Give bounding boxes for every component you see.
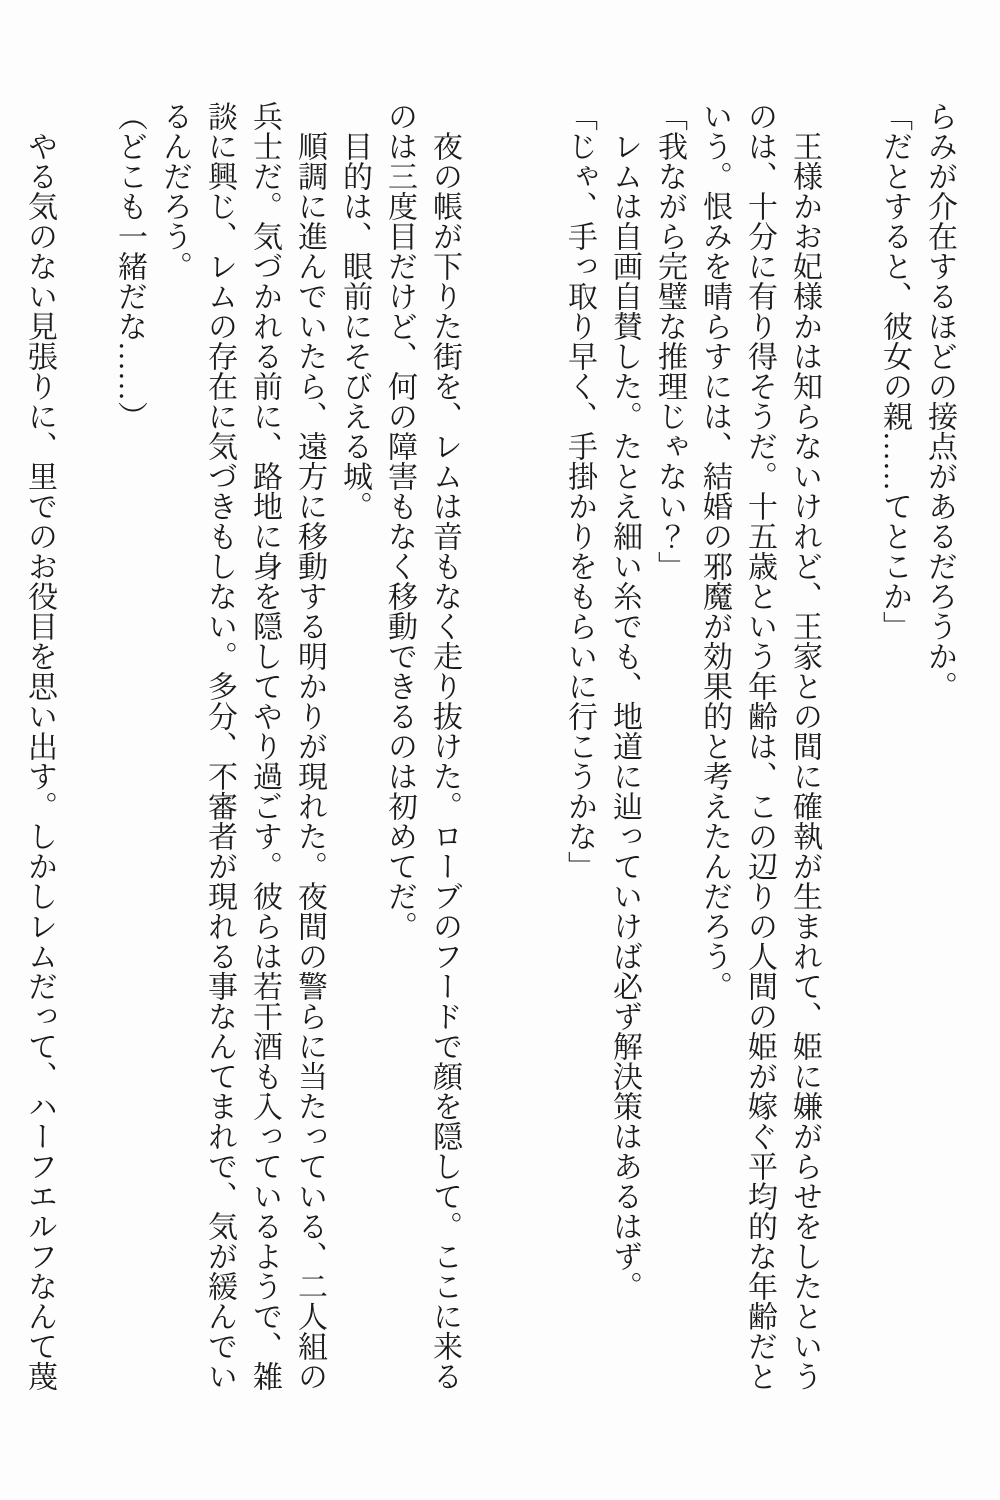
- paragraph: レムは自画自賛した。たとえ細い糸でも、地道に辿っていけば必ず解決策はあるはず。: [608, 131, 641, 1301]
- paragraph-dialogue: 「じゃ、手っ取り早く、手掛かりをもらいに行こうかな」: [563, 101, 596, 881]
- vertical-text-block: [17, 101, 962, 1397]
- paragraph: らみが介在するほどの接点があるだろうか。: [923, 101, 956, 701]
- paragraph: 王様かお妃様かは知らないけれど、王家との間に確執が生まれて、姫に嫌がらせをしたというのは、十分に有り得そうだ。十五歳という年齢は、この辺りの人間の姫が嫁ぐ平均的な年齢だという。恨みを晴らすには、結婚の邪魔が効果的と考えたんだろう。: [698, 101, 821, 1391]
- paragraph-dialogue: 「だとすると、彼女の親……てとこか」: [878, 101, 911, 641]
- paragraph-dialogue: 「我ながら完璧な推理じゃない？」: [653, 101, 686, 581]
- paragraph-monologue: （どこも一緒だな……）: [113, 101, 146, 431]
- paragraph: 夜の帳が下りた街を、レムは音もなく走り抜けた。ローブのフードで顔を隠して。ここに来るのは三度目だけど、何の障害もなく移動できるのは初めてだ。: [383, 101, 461, 1391]
- paragraph: 順調に進んでいたら、遠方に移動する明かりが現れた。夜間の警らに当たっている、二人組の兵士だ。気づかれる前に、路地に身を隠してやり過ごす。彼らは若干酒も入っているようで、雑談に興じ、レムの存在に気づきもしない。多分、不審者が現れる事なんてまれで、気が緩んでいるんだろう。: [158, 101, 326, 1391]
- paragraph: やる気のない見張りに、里でのお役目を思い出す。しかしレムだって、ハーフエルフなんて蔑: [23, 131, 56, 1391]
- paragraph: 目的は、眼前にそびえる城。: [338, 131, 371, 521]
